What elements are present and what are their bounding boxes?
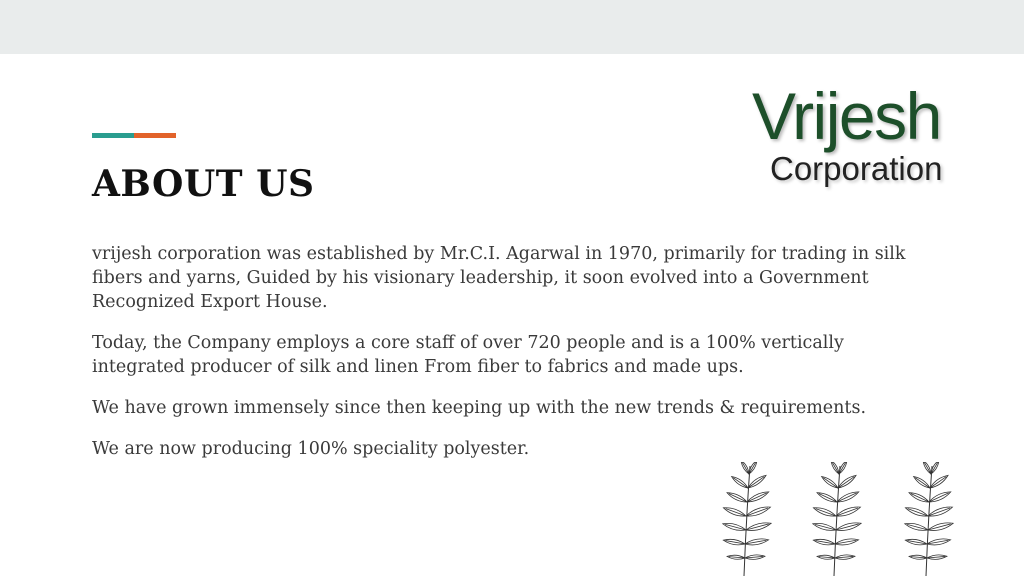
about-paragraph-3: We have grown immensely since then keeping up with the new trends & requirements.: [92, 398, 867, 418]
top-band: [0, 0, 1024, 54]
leaf-branch-icon: [716, 462, 776, 576]
about-paragraph-2: Today, the Company employs a core staff of over 720 people and is a 100% vertically integrated producer of silk and linen From fiber to fabrics and made ups.: [92, 333, 844, 377]
accent-orange-segment: [134, 133, 176, 138]
about-body: [92, 242, 932, 478]
title-accent-bar: [92, 133, 176, 138]
logo-subtitle: Corporation: [770, 150, 943, 187]
accent-teal-segment: [92, 133, 134, 138]
logo-wordmark: Vrijesh: [752, 79, 941, 153]
leaf-branch-icon: [806, 462, 866, 576]
about-paragraph-1: vrijesh corporation was established by Mr.C.I. Agarwal in 1970, primarily for trading in silk fibers and yarns, Guided by his visionary leadership, it soon evolved into a Government Recognized Export House.: [92, 244, 906, 312]
page-title: ABOUT US: [92, 163, 315, 205]
company-logo: [752, 80, 972, 192]
leaf-branch-icon: [898, 462, 958, 576]
about-paragraph-4: We are now producing 100% speciality polyester.: [92, 439, 530, 459]
